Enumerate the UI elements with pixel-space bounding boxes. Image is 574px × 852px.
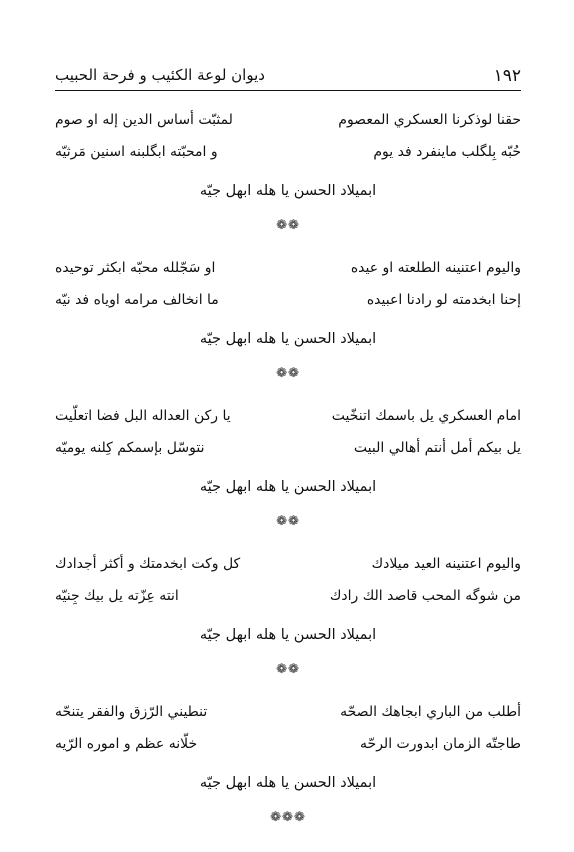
stanza [55,112,521,260]
stanza-ornament: ❁❁ [276,662,300,677]
stanza [55,408,521,556]
couplet [55,736,521,768]
hemistich-left: نتوسّل بإسمكم كِلنه يوميّه [55,440,205,456]
hemistich-right: طاجتّه الزمان ابدورت الرحّه [360,736,521,752]
hemistich-right: امام العسكري يل باسمك اتنخّيت [331,408,521,424]
couplet [55,408,521,440]
hemistich-left: ما انخالف مرامه اوياه فد نيّه [55,292,219,308]
header-rule [55,90,521,91]
book-title: ديوان لوعة الكئيب و فرحة الحبيب [55,66,265,84]
refrain: ابميلاد الحسن يا هله ابهل جيّه [199,775,377,791]
hemistich-right: إحنا ابخدمته لو رادنا اعبيده [366,292,521,308]
refrain: ابميلاد الحسن يا هله ابهل جيّه [199,183,377,199]
hemistich-right: حُبّه بِلگلب ماينفرد فد يوم [373,144,521,160]
hemistich-left: خلّانه عظم و اموره الرّيه [55,736,198,752]
hemistich-right: حقنا لوذكرنا العسكري المعصوم [338,112,521,128]
hemistich-left: تنطيني الرّزق والفقر يتنحّه [55,704,208,720]
couplet [55,260,521,292]
hemistich-left: لمثبّت أساس الدين إله او صوم [55,112,233,128]
hemistich-left: و امحبّته ابگلبنه اسنين مَرثيّه [55,144,218,160]
hemistich-left: انته عِزّته يل بيك جِنيّه [55,588,179,604]
hemistich-right: أطلب من الباري ابجاهك الصحّه [340,704,521,720]
couplet [55,144,521,176]
couplet [55,556,521,588]
refrain: ابميلاد الحسن يا هله ابهل جيّه [199,627,377,643]
couplet [55,440,521,472]
couplet [55,588,521,620]
hemistich-left: يا ركن العداله البل فضا اتعلّيت [55,408,231,424]
refrain: ابميلاد الحسن يا هله ابهل جيّه [199,331,377,347]
page-header [55,62,521,92]
hemistich-right: واليوم اعتنينه الطلعته او عيده [350,260,521,276]
couplet [55,292,521,324]
poem-body [55,112,521,852]
hemistich-right: من شوگه المحب قاصد الك رادك [329,588,521,604]
stanza [55,260,521,408]
hemistich-left: كل وكت ابخدمتك و أكثر أجدادك [55,556,241,572]
stanza-ornament: ❁❁ [276,514,300,529]
hemistich-right: يل بيكم أمل أنتم أهالي البيت [353,440,521,456]
stanza-ornament: ❁❁❁ [270,810,306,825]
couplet [55,112,521,144]
stanza-ornament: ❁❁ [276,218,300,233]
hemistich-right: واليوم اعتنينه العيد ميلادك [371,556,521,572]
couplet [55,704,521,736]
stanza [55,556,521,704]
stanza-ornament: ❁❁ [276,366,300,381]
refrain: ابميلاد الحسن يا هله ابهل جيّه [199,479,377,495]
stanza [55,704,521,852]
page-number: ١٩٢ [493,66,521,86]
hemistich-left: او سَجّلله محبّه ابكثر توحيده [55,260,216,276]
